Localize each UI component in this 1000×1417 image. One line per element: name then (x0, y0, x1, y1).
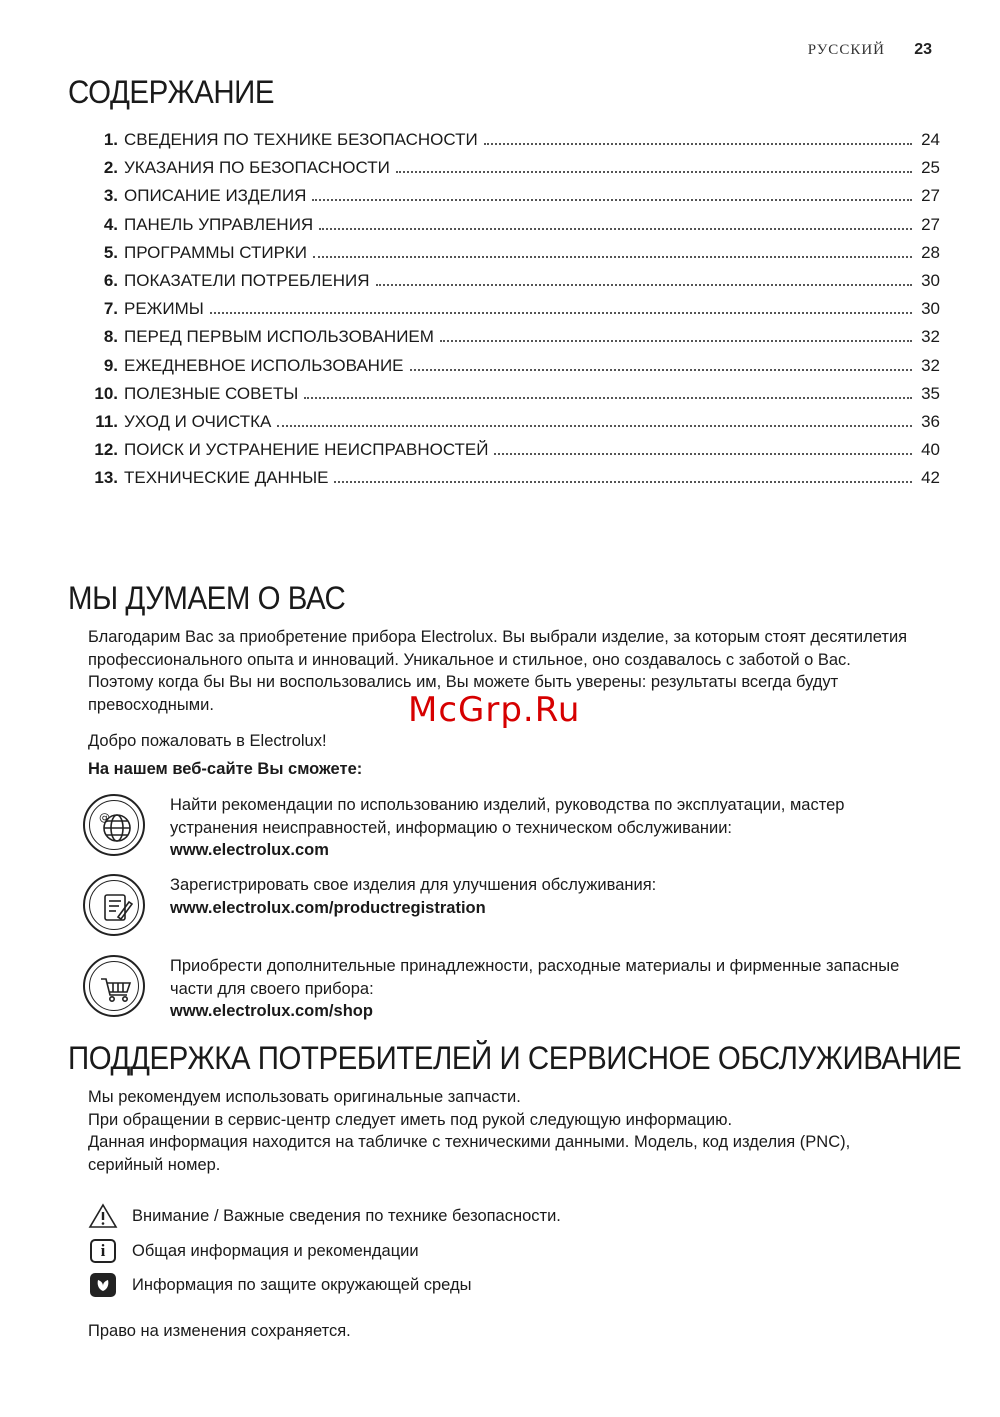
warning-triangle-icon (88, 1202, 118, 1230)
toc-item[interactable] (84, 384, 940, 412)
toc-item-title: ПРОГРАММЫ СТИРКИ (124, 242, 308, 262)
shop-link[interactable]: www.electrolux.com/shop (170, 1002, 373, 1020)
toc-item-number: 10. (94, 383, 118, 403)
info-icon: i (90, 1239, 116, 1263)
toc-item-title: ТЕХНИЧЕСКИЕ ДАННЫЕ (124, 468, 329, 488)
toc-item-title: ОПИСАНИЕ ИЗДЕЛИЯ (124, 186, 307, 206)
toc-item-number: 13. (94, 468, 118, 488)
environment-icon (90, 1273, 116, 1297)
toc-leader-dots (313, 256, 912, 258)
toc-item-page: 28 (921, 242, 940, 262)
web-item-line: части для своего прибора: (170, 979, 374, 998)
section-title-support: ПОДДЕРЖКА ПОТРЕБИТЕЛЕЙ И СЕРВИСНОЕ ОБСЛУЖИВАНИЕ (68, 1040, 962, 1076)
web-item-shop (170, 955, 960, 1023)
intro-line: Благодарим Вас за приобретение прибора Electrolux. Вы выбрали изделие, за которым стоят десятилетия (88, 628, 908, 646)
legend-text: Внимание / Важные сведения по технике безопасности. (132, 1206, 561, 1225)
toc-item[interactable] (84, 412, 940, 440)
toc-item-title: РЕЖИМЫ (124, 299, 204, 319)
toc-item-number: 11. (95, 411, 118, 431)
toc-item[interactable] (84, 356, 940, 384)
toc-item[interactable] (84, 243, 940, 271)
legend-environment (88, 1271, 471, 1299)
toc-item-page: 36 (921, 411, 940, 431)
product-registration-link[interactable]: www.electrolux.com/productregistration (170, 898, 486, 917)
toc-leader-dots (277, 425, 912, 427)
toc-leader-dots (210, 312, 912, 314)
toc-item-page: 42 (921, 468, 940, 488)
watermark: McGrp.Ru (408, 690, 581, 730)
language-label: РУССКИЙ (807, 42, 885, 58)
toc-item-title: УХОД И ОЧИСТКА (124, 411, 272, 431)
shopping-cart-icon (83, 955, 145, 1017)
intro-line: превосходными. (88, 695, 214, 714)
toc-item-title: УКАЗАНИЯ ПО БЕЗОПАСНОСТИ (124, 158, 390, 178)
toc-leader-dots (484, 143, 912, 145)
toc-item-number: 3. (103, 186, 118, 206)
support-paragraph (88, 1086, 948, 1176)
support-line: При обращении в сервис-центр следует иметь под рукой следующую информацию. (88, 1110, 733, 1129)
registration-icon (83, 874, 145, 936)
toc-item-page: 25 (921, 158, 940, 178)
toc-item-title: ПОИСК И УСТРАНЕНИЕ НЕИСПРАВНОСТЕЙ (124, 440, 489, 460)
toc-item-number: 9. (103, 355, 118, 375)
toc-item[interactable] (84, 327, 940, 355)
toc-item-page: 30 (921, 299, 940, 319)
toc-item-number: 5. (103, 242, 118, 262)
toc-item-page: 32 (921, 355, 940, 375)
toc-item-title: ЕЖЕДНЕВНОЕ ИСПОЛЬЗОВАНИЕ (124, 355, 404, 375)
toc-item-page: 30 (921, 270, 940, 290)
support-line: Мы рекомендуем использовать оригинальные запчасти. (88, 1088, 521, 1106)
toc-item[interactable] (84, 158, 940, 186)
support-line: Данная информация находится на табличке с техническими данными. Модель, код изделия (PNC), (88, 1133, 851, 1151)
website-label: На нашем веб-сайте Вы сможете: (88, 760, 363, 778)
web-item-line: Найти рекомендации по использованию изделий, руководства по эксплуатации, мастер (170, 796, 845, 814)
toc-leader-dots (312, 199, 912, 201)
toc-item-number: 7. (103, 299, 118, 319)
toc-item[interactable] (84, 440, 940, 468)
welcome-text: Добро пожаловать в Electrolux! (88, 732, 327, 750)
toc-item-title: ПЕРЕД ПЕРВЫМ ИСПОЛЬЗОВАНИЕМ (124, 327, 434, 347)
toc-leader-dots (334, 481, 912, 483)
legend-warning (88, 1202, 561, 1230)
legend-text: Общая информация и рекомендации (132, 1241, 419, 1260)
toc-item-title: СВЕДЕНИЯ ПО ТЕХНИКЕ БЕЗОПАСНОСТИ (124, 130, 478, 149)
toc-item[interactable] (84, 299, 940, 327)
support-line: серийный номер. (88, 1155, 221, 1174)
toc-leader-dots (440, 340, 912, 342)
toc-item-page: 35 (921, 383, 940, 403)
web-item-registration (170, 874, 960, 919)
toc-item-number: 1. (103, 130, 118, 149)
page-number: 23 (914, 41, 932, 58)
toc-item[interactable] (84, 186, 940, 214)
toc-item-page: 27 (921, 186, 940, 206)
toc-item-page: 24 (921, 130, 940, 149)
toc-item-number: 12. (94, 440, 118, 460)
toc-item-number: 4. (103, 214, 118, 234)
electrolux-link[interactable]: www.electrolux.com (170, 841, 329, 859)
legend-info (88, 1237, 419, 1265)
toc-item-title: ПОКАЗАТЕЛИ ПОТРЕБЛЕНИЯ (124, 270, 370, 290)
toc-leader-dots (376, 284, 912, 286)
toc-item-number: 2. (103, 158, 118, 178)
legend-text: Информация по защите окружающей среды (132, 1275, 472, 1294)
section-title-thinking: МЫ ДУМАЕМ О ВАС (68, 580, 346, 616)
toc-leader-dots (319, 228, 912, 230)
toc-item[interactable] (84, 130, 940, 158)
toc-item-number: 8. (103, 327, 118, 347)
svg-text:@: @ (99, 811, 110, 824)
toc-leader-dots (396, 171, 912, 173)
intro-line: Поэтому когда бы Вы ни воспользовались им, Вы можете быть уверены: результаты всегда будут (88, 673, 839, 691)
toc-item-page: 27 (921, 214, 940, 234)
web-item-line: Приобрести дополнительные принадлежности, расходные материалы и фирменные запасные (170, 957, 900, 975)
globe-icon (83, 794, 145, 856)
toc-item-page: 32 (921, 327, 940, 347)
web-item-line: Зарегистрировать свое изделия для улучшения обслуживания: (170, 876, 657, 894)
toc-item[interactable] (84, 215, 940, 243)
web-item-recommendations (170, 794, 960, 862)
toc-item-number: 6. (103, 270, 118, 290)
toc-item-title: ПОЛЕЗНЫЕ СОВЕТЫ (124, 383, 299, 403)
intro-line: профессионального опыта и инноваций. Уникальное и стильное, оно создавалось с заботой о Вас. (88, 650, 851, 669)
toc-item[interactable] (84, 271, 940, 299)
toc-leader-dots (410, 369, 912, 371)
toc-item-title: ПАНЕЛЬ УПРАВЛЕНИЯ (124, 214, 314, 234)
toc-item[interactable] (84, 468, 940, 496)
toc-leader-dots (494, 453, 912, 455)
toc-item-page: 40 (921, 440, 940, 460)
footer-note: Право на изменения сохраняется. (88, 1322, 351, 1340)
toc-leader-dots (304, 397, 912, 399)
toc-title: СОДЕРЖАНИЕ (68, 74, 275, 110)
web-item-line: устранения неисправностей, информацию о техническом обслуживании: (170, 818, 732, 837)
table-of-contents (84, 130, 940, 496)
